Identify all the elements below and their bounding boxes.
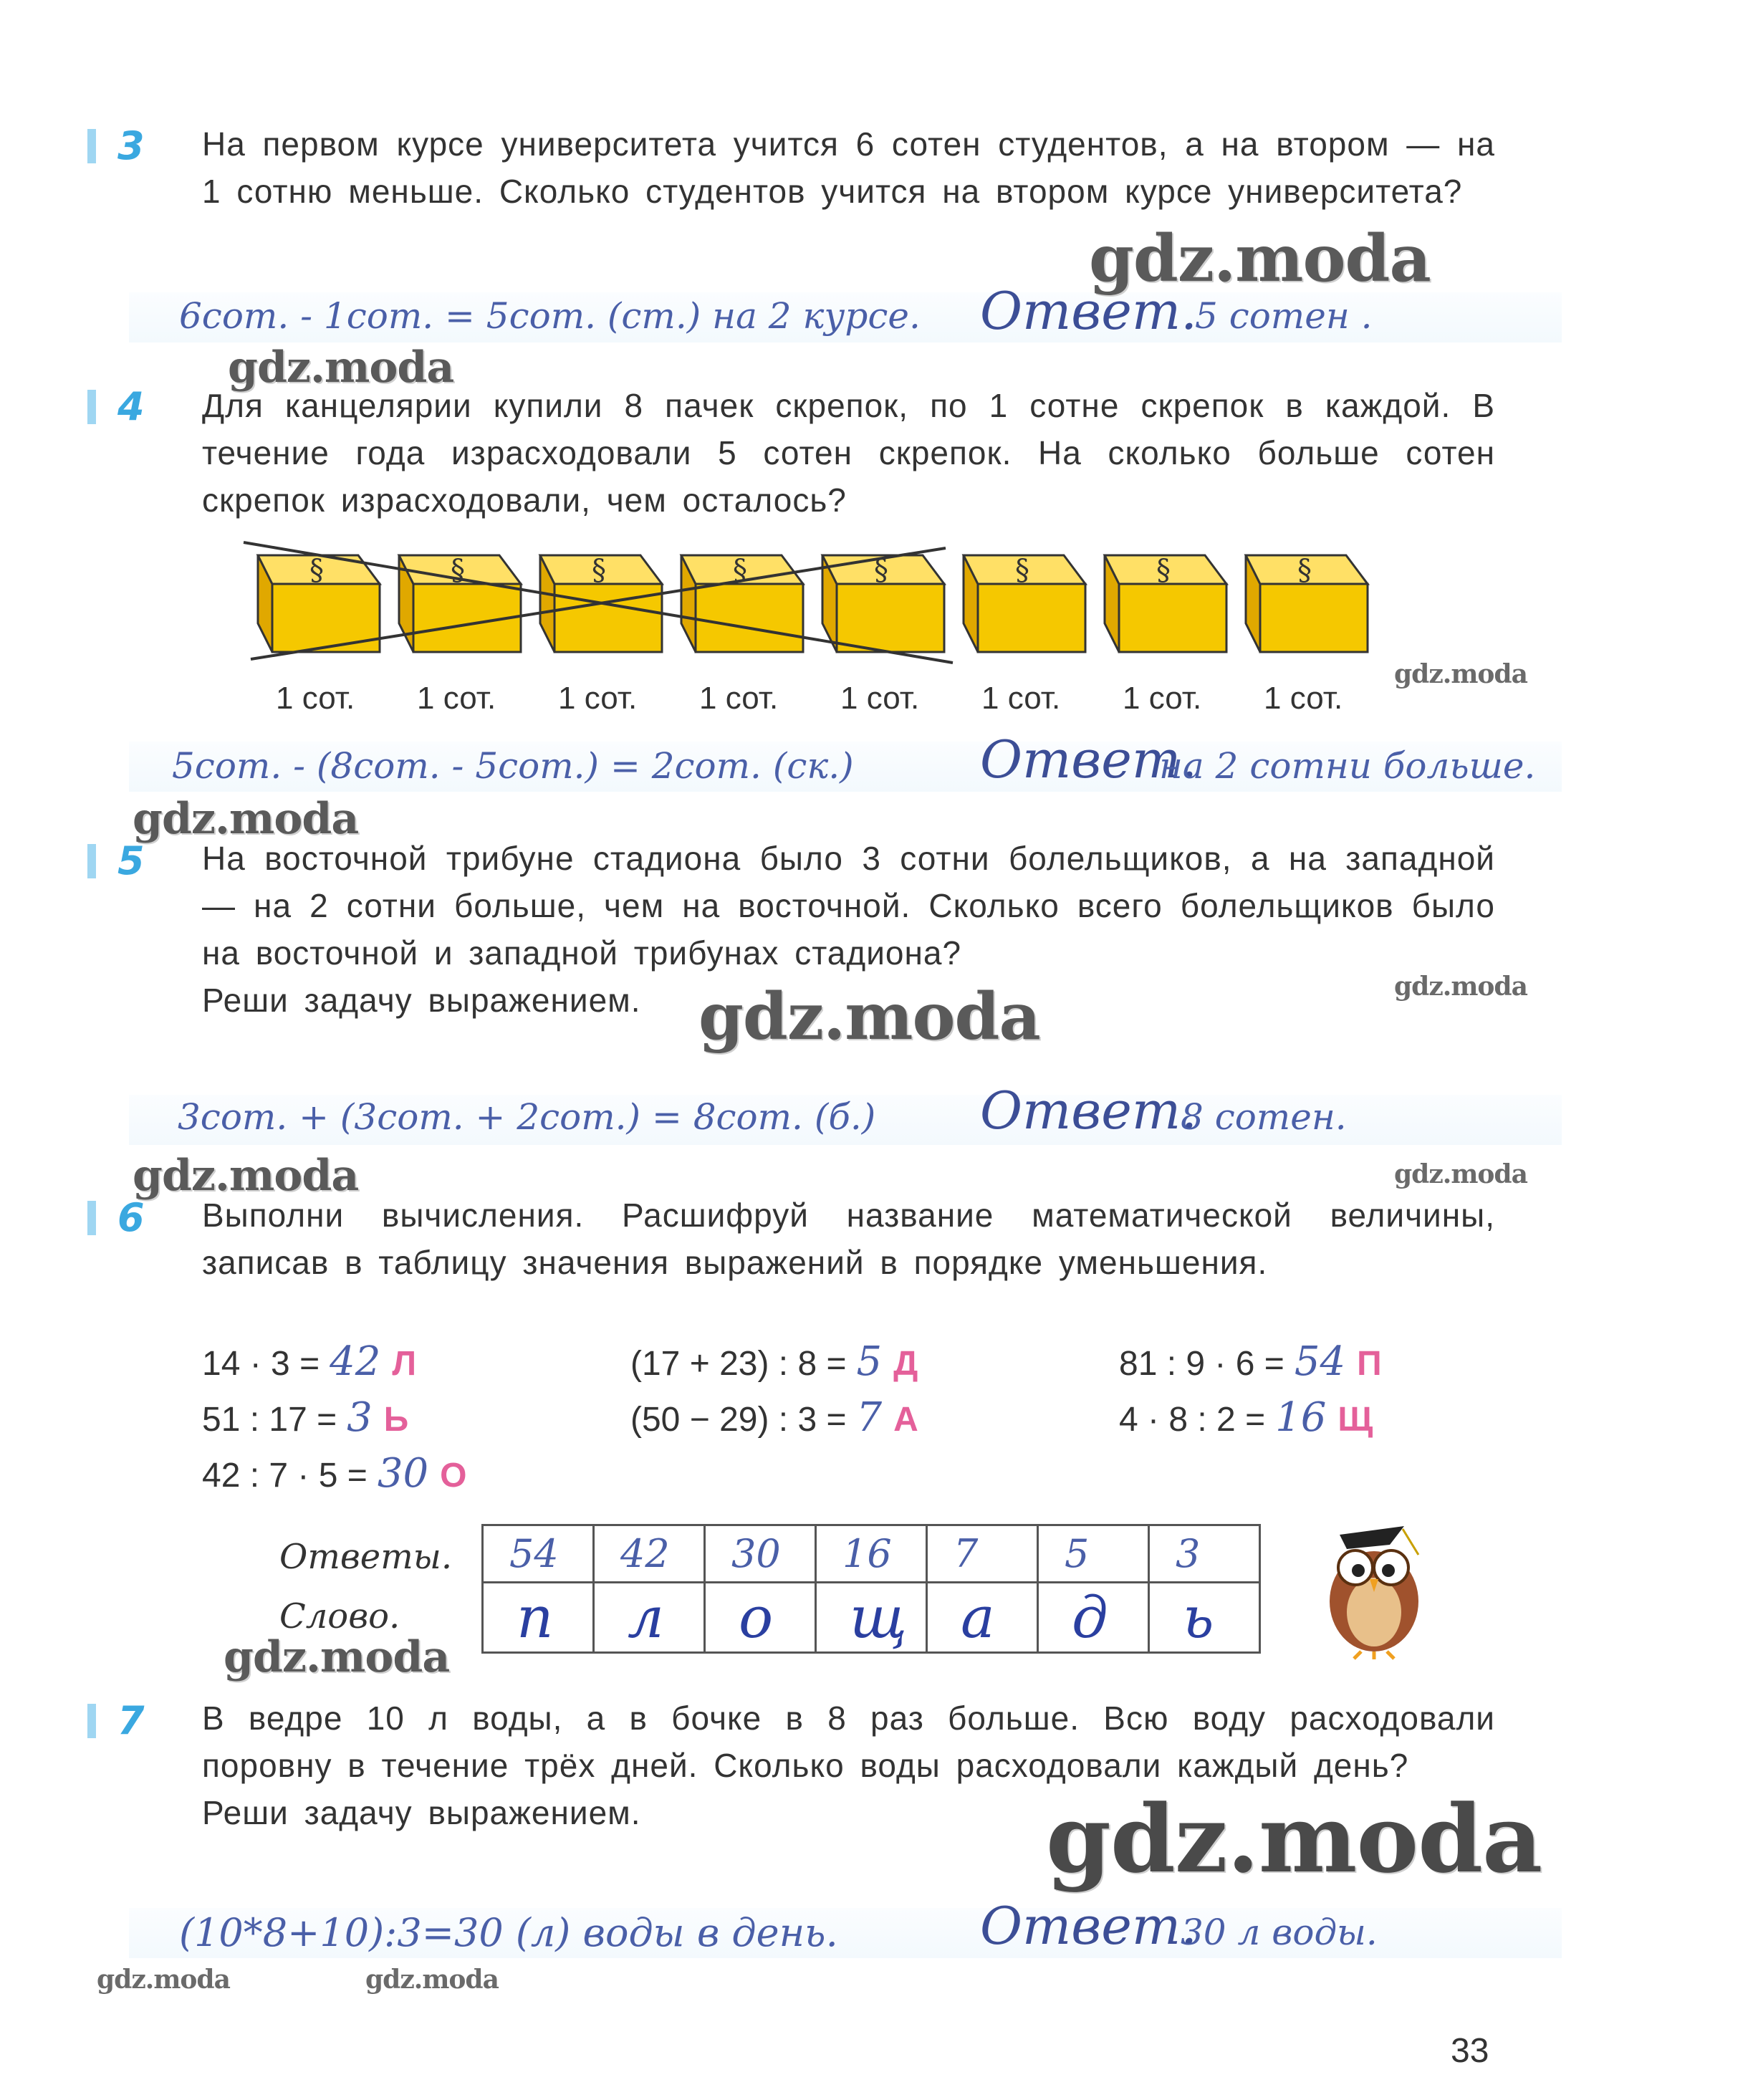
clip-symbol: § bbox=[592, 554, 606, 587]
letter-cell: д bbox=[1038, 1583, 1149, 1653]
watermark: gdz.moda bbox=[133, 794, 359, 844]
clip-pack bbox=[681, 554, 803, 652]
table-word-row bbox=[483, 1583, 1260, 1653]
letter-cell: щ bbox=[816, 1583, 927, 1653]
watermark: gdz.moda bbox=[1046, 1784, 1542, 1894]
task-5-answer: 8 сотен. bbox=[1181, 1096, 1347, 1138]
task-3-text: На первом курсе университета учится 6 сотен студентов, а на втором — на 1 сотню меньше. Сколько студентов учится на втором курсе университета? bbox=[202, 125, 1495, 210]
clip-pack bbox=[399, 554, 521, 652]
task-7-number: 7 bbox=[87, 1698, 166, 1741]
clip-pack bbox=[822, 554, 944, 652]
task-4-answer-label: Ответ. bbox=[980, 729, 1197, 790]
calc-4: 51 : 17 = 3 Ь bbox=[202, 1394, 409, 1441]
clip-symbol: § bbox=[309, 554, 324, 587]
answer-cell: 54 bbox=[483, 1525, 594, 1583]
pack-caption: 1 сот. bbox=[840, 681, 920, 716]
clip-packs-illustration bbox=[236, 534, 1397, 670]
letter-cell: л bbox=[594, 1583, 705, 1653]
answer-cell: 42 bbox=[594, 1525, 705, 1583]
page-number: 33 bbox=[1451, 2032, 1489, 2070]
watermark: gdz.moda bbox=[365, 1965, 499, 1995]
clip-symbol: § bbox=[1015, 554, 1029, 587]
answer-cell: 7 bbox=[927, 1525, 1038, 1583]
clip-pack bbox=[258, 554, 380, 652]
letter-cell: а bbox=[927, 1583, 1038, 1653]
task-3-solution: 6сот. - 1сот. = 5сот. (ст.) на 2 курсе. bbox=[179, 295, 921, 337]
calc-5: (50 − 29) : 3 = 7 А bbox=[630, 1394, 918, 1441]
watermark: gdz.moda bbox=[698, 979, 1040, 1055]
task-3-number: 3 bbox=[87, 123, 166, 166]
task-7-answer-label: Ответ. bbox=[980, 1896, 1197, 1956]
watermark: gdz.moda bbox=[1089, 221, 1431, 297]
watermark: gdz.moda bbox=[1394, 1159, 1527, 1189]
task-5-solution: 3сот. + (3сот. + 2сот.) = 8сот. (б.) bbox=[178, 1096, 876, 1138]
watermark: gdz.moda bbox=[97, 1965, 230, 1995]
pack-caption: 1 сот. bbox=[417, 681, 496, 716]
watermark: gdz.moda bbox=[1394, 659, 1527, 689]
clip-pack bbox=[1105, 554, 1226, 652]
task-5-answer-label: Ответ. bbox=[980, 1080, 1197, 1141]
clip-symbol: § bbox=[451, 554, 465, 587]
calc-3: 81 : 9 · 6 = 54 П bbox=[1119, 1338, 1382, 1385]
pack-caption: 1 сот. bbox=[981, 681, 1061, 716]
table-word-label: Слово. bbox=[279, 1596, 400, 1636]
table-answers-label: Ответы. bbox=[279, 1537, 453, 1577]
clip-symbol: § bbox=[1297, 554, 1312, 587]
clip-symbol: § bbox=[733, 554, 747, 587]
task-5-number: 5 bbox=[87, 838, 166, 881]
task-5-instruction: Реши задачу выражением. bbox=[202, 982, 641, 1019]
task-3-answer: 5 сотен . bbox=[1195, 295, 1373, 337]
task-6-number: 6 bbox=[87, 1195, 166, 1238]
task-7-solution: (10*8+10):3=30 (л) воды в день. bbox=[179, 1910, 838, 1955]
clip-pack bbox=[964, 554, 1085, 652]
watermark: gdz.moda bbox=[224, 1632, 450, 1682]
letter-cell: ь bbox=[1149, 1583, 1260, 1653]
letter-cell: п bbox=[483, 1583, 594, 1653]
pack-caption: 1 сот. bbox=[276, 681, 355, 716]
task-4-number: 4 bbox=[87, 384, 166, 427]
pack-caption: 1 сот. bbox=[1264, 681, 1343, 716]
calc-6: 4 · 8 : 2 = 16 Щ bbox=[1119, 1394, 1373, 1441]
task-4-text: Для канцелярии купили 8 пачек скрепок, по 1 сотне скрепок в каждой. В течение года израсходовали 5 сотен скрепок. На сколько больше сотен скрепок израсходовали, чем осталось? bbox=[202, 387, 1495, 519]
task-5-text: На восточной трибуне стадиона было 3 сотни болельщиков, а на западной — на 2 сотни больше, чем на восточной. Сколько всего болельщиков было на восточной и западной трибунах стадиона? Реши задачу выражением. bbox=[202, 835, 1495, 1024]
watermark: gdz.moda bbox=[228, 342, 454, 393]
watermark: gdz.moda bbox=[1394, 972, 1527, 1002]
task-7-text: В ведре 10 л воды, а в бочке в 8 раз больше. Всю воду расходовали поровну в течение трёх дней. Сколько воды расходовали каждый день? Реши задачу выражением. bbox=[202, 1694, 1495, 1836]
task-3-answer-label: Ответ. bbox=[980, 281, 1197, 341]
task-6-text: Выполни вычисления. Расшифруй название математической величины, записав в таблицу значения выражений в порядке уменьшения. bbox=[202, 1197, 1495, 1281]
pack-caption: 1 сот. bbox=[1123, 681, 1202, 716]
decode-table bbox=[481, 1524, 1261, 1654]
clip-symbol: § bbox=[874, 554, 888, 587]
task-7-instruction: Реши задачу выражением. bbox=[202, 1794, 641, 1831]
answer-cell: 30 bbox=[705, 1525, 816, 1583]
pack-caption: 1 сот. bbox=[699, 681, 779, 716]
answer-cell: 5 bbox=[1038, 1525, 1149, 1583]
answer-cell: 16 bbox=[816, 1525, 927, 1583]
table-answers-row bbox=[483, 1525, 1260, 1583]
task-4-answer: на 2 сотни больше. bbox=[1159, 745, 1536, 787]
calc-2: (17 + 23) : 8 = 5 Д bbox=[630, 1338, 918, 1385]
task-7-answer: 30 л воды. bbox=[1181, 1912, 1378, 1953]
calc-1: 14 · 3 = 42 Л bbox=[202, 1338, 417, 1385]
task-4-solution: 5сот. - (8сот. - 5сот.) = 2сот. (ск.) bbox=[172, 745, 854, 787]
calc-7: 42 : 7 · 5 = 30 О bbox=[202, 1450, 467, 1497]
owl-icon bbox=[1311, 1505, 1440, 1662]
clip-symbol: § bbox=[1156, 554, 1171, 587]
letter-cell: о bbox=[705, 1583, 816, 1653]
answer-cell: 3 bbox=[1149, 1525, 1260, 1583]
clip-pack bbox=[1246, 554, 1368, 652]
watermark: gdz.moda bbox=[133, 1151, 359, 1201]
pack-caption: 1 сот. bbox=[558, 681, 638, 716]
